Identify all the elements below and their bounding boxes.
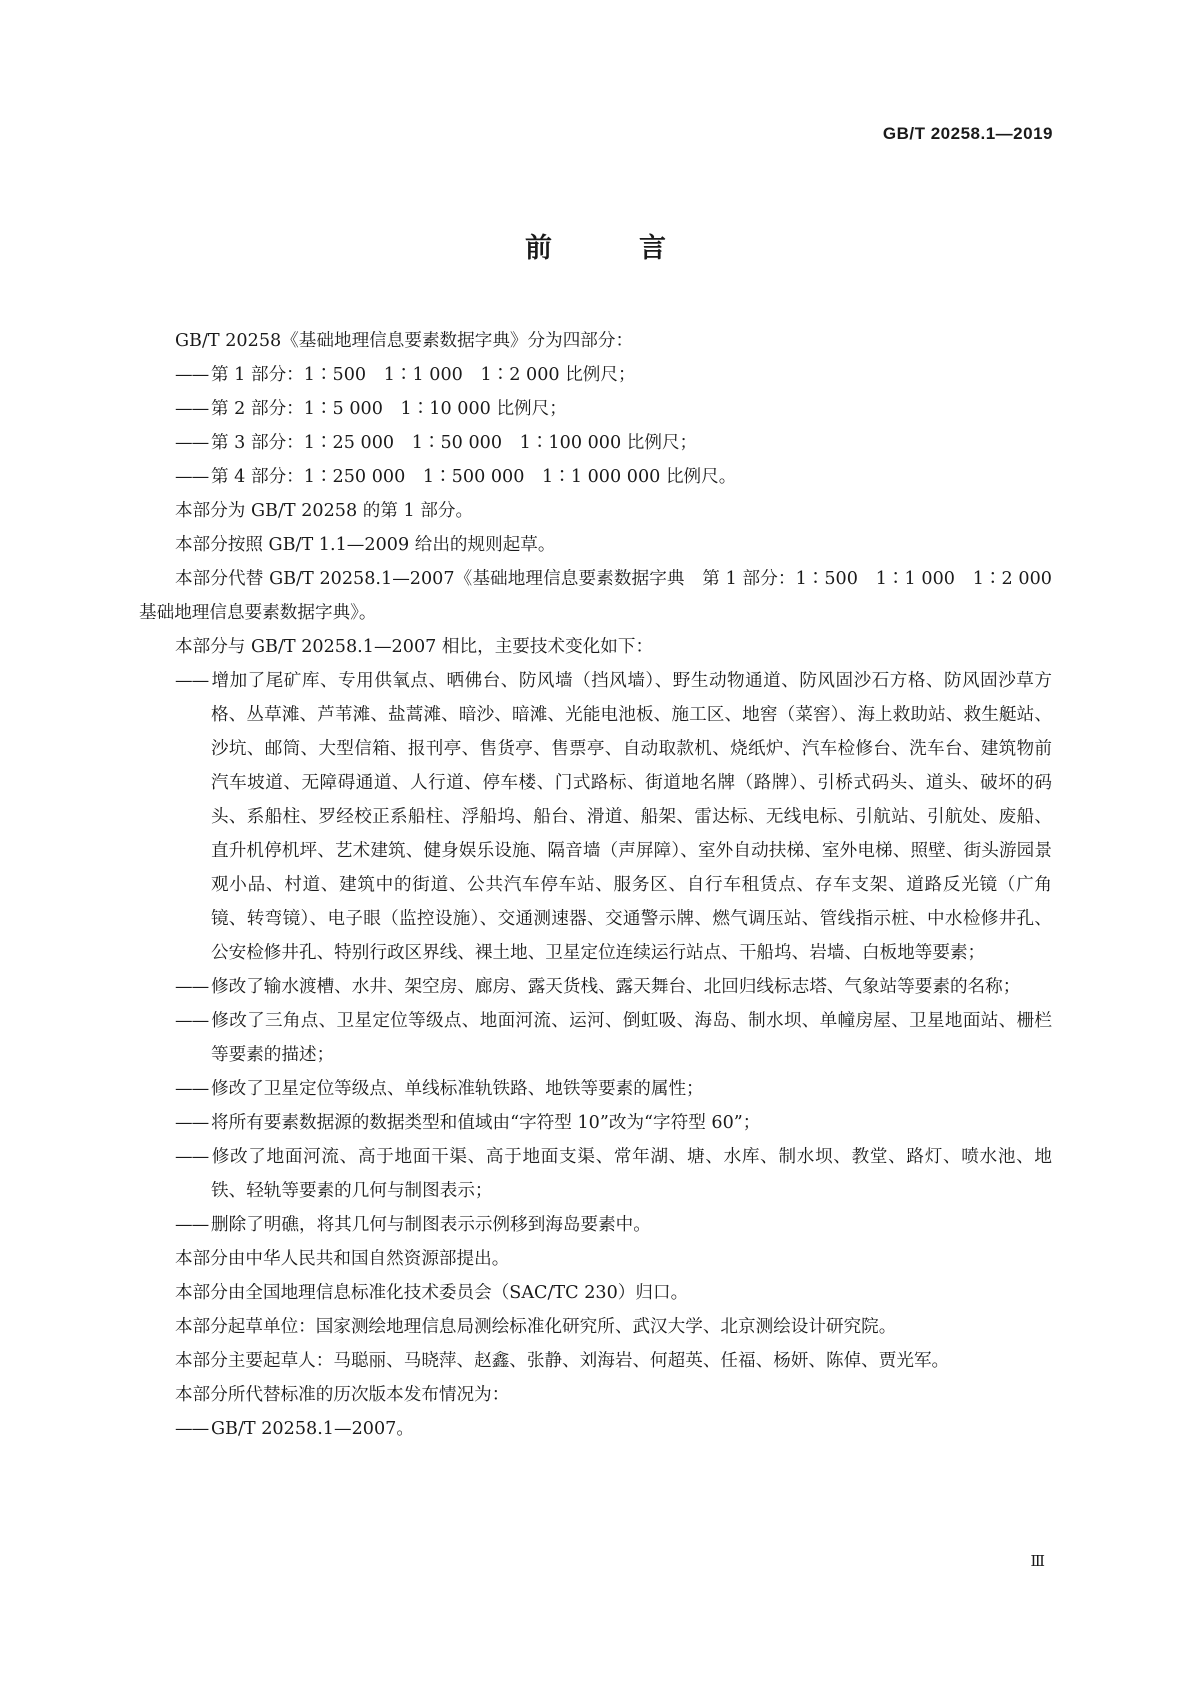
dash-marker: ——	[175, 1215, 209, 1235]
dash-marker: ——	[175, 1147, 209, 1167]
drafters-paragraph: 本部分主要起草人：马聪丽、马晓萍、赵鑫、张静、刘海岩、何超英、任福、杨妍、陈倬、贾光军。	[175, 1351, 950, 1371]
standard-code: GB/T 20258.1—2019	[882, 124, 1053, 143]
dash-marker: ——	[175, 1419, 209, 1439]
changes-intro-paragraph: 本部分与 GB/T 20258.1—2007 相比，主要技术变化如下：	[175, 637, 654, 657]
dash-marker: ——	[175, 467, 209, 487]
dash-marker: ——	[175, 671, 209, 691]
part-text: 第 2 部分：1∶5 000 1∶10 000 比例尺；	[211, 399, 567, 419]
history-text: GB/T 20258.1—2007。	[211, 1419, 414, 1439]
change-text: 增加了尾矿库、专用供氧点、晒佛台、防风墙（挡风墙）、野生动物通道、防风固沙石方格、防风固沙草方格、丛草滩、芦苇滩、盐蒿滩、暗沙、暗滩、光能电池板、施工区、地窖（菜窖）、海上救助站、救生艇站、沙坑、邮筒、大型信箱、报刊亭、售货亭、售票亭、自动取款机、烧纸炉、汽车检修台、洗车台、建筑物前汽车坡道、无障碍通道、人行道、停车楼、门式路标、街道地名牌（路牌）、引桥式码头、道头、破坏的码头、系船柱、罗经校正系船柱、浮船坞、船台、滑道、船架、雷达标、无线电标、引航站、引航处、废船、直升机停机坪、艺术建筑、健身娱乐设施、隔音墙（声屏障）、室外自动扶梯、室外电梯、照壁、街头游园景观小品、村道、建筑中的街道、公共汽车停车站、服务区、自行车租赁点、存车支架、道路反光镜（广角镜、转弯镜）、电子眼（监控设施）、交通测速器、交通警示牌、燃气调压站、管线指示桩、中水检修井孔、公安检修井孔、特别行政区界线、裸土地、卫星定位连续运行站点、干船坞、岩墙、白板地等要素；	[211, 671, 1052, 963]
change-list-item	[139, 1072, 1052, 1106]
change-list-item	[139, 970, 1052, 1004]
change-list-item	[139, 1208, 1052, 1242]
change-text: 修改了三角点、卫星定位等级点、地面河流、运河、倒虹吸、海岛、制水坝、单幢房屋、卫星地面站、栅栏等要素的描述；	[211, 1011, 1052, 1065]
part-text: 第 3 部分：1∶25 000 1∶50 000 1∶100 000 比例尺；	[211, 433, 698, 453]
drafting-rules-paragraph: 本部分按照 GB/T 1.1—2009 给出的规则起草。	[175, 535, 556, 555]
change-list-item	[139, 1140, 1052, 1208]
page-number: Ⅲ	[1030, 1552, 1045, 1570]
history-list-item	[139, 1412, 1052, 1446]
change-text: 删除了明礁，将其几何与制图表示示例移到海岛要素中。	[211, 1215, 651, 1235]
intro-paragraph: GB/T 20258《基础地理信息要素数据字典》分为四部分：	[175, 331, 634, 351]
change-text: 将所有要素数据源的数据类型和值域由“字符型 10”改为“字符型 60”；	[211, 1113, 761, 1133]
dash-marker: ——	[175, 365, 209, 385]
history-intro-paragraph: 本部分所代替标准的历次版本发布情况为：	[175, 1385, 510, 1405]
part-text: 第 4 部分：1∶250 000 1∶500 000 1∶1 000 000 比例尺。	[211, 467, 737, 487]
part-list-item	[139, 358, 1052, 392]
dash-marker: ——	[175, 1113, 209, 1133]
dash-marker: ——	[175, 1079, 209, 1099]
part-list-item	[139, 392, 1052, 426]
part-list-item	[139, 426, 1052, 460]
drafting-units-paragraph: 本部分起草单位：国家测绘地理信息局测绘标准化研究所、武汉大学、北京测绘设计研究院。	[175, 1317, 897, 1337]
change-text: 修改了地面河流、高于地面干渠、高于地面支渠、常年湖、塘、水库、制水坝、教堂、路灯、喷水池、地铁、轻轨等要素的几何与制图表示；	[211, 1147, 1052, 1201]
change-list-item	[139, 664, 1052, 970]
dash-marker: ——	[175, 977, 209, 997]
is-part-paragraph: 本部分为 GB/T 20258 的第 1 部分。	[175, 501, 474, 521]
replaces-paragraph: 本部分代替 GB/T 20258.1—2007《基础地理信息要素数据字典 第 1 部分：1∶500 1∶1 000 1∶2 000 基础地理信息要素数据字典》。	[139, 569, 1052, 623]
dash-marker: ——	[175, 433, 209, 453]
foreword-body	[139, 324, 1052, 1446]
dash-marker: ——	[175, 1011, 209, 1031]
dash-marker: ——	[175, 399, 209, 419]
change-text: 修改了卫星定位等级点、单线标准轨铁路、地铁等要素的属性；	[211, 1079, 704, 1099]
change-list-item	[139, 1106, 1052, 1140]
part-text: 第 1 部分：1∶500 1∶1 000 1∶2 000 比例尺；	[211, 365, 636, 385]
page-title: 前 言	[525, 233, 696, 264]
managed-by-paragraph: 本部分由全国地理信息标准化技术委员会（SAC/TC 230）归口。	[175, 1283, 689, 1303]
proposed-by-paragraph: 本部分由中华人民共和国自然资源部提出。	[175, 1249, 510, 1269]
change-list-item	[139, 1004, 1052, 1072]
change-text: 修改了输水渡槽、水井、架空房、廊房、露天货栈、露天舞台、北回归线标志塔、气象站等要素的名称；	[211, 977, 1021, 997]
part-list-item	[139, 460, 1052, 494]
